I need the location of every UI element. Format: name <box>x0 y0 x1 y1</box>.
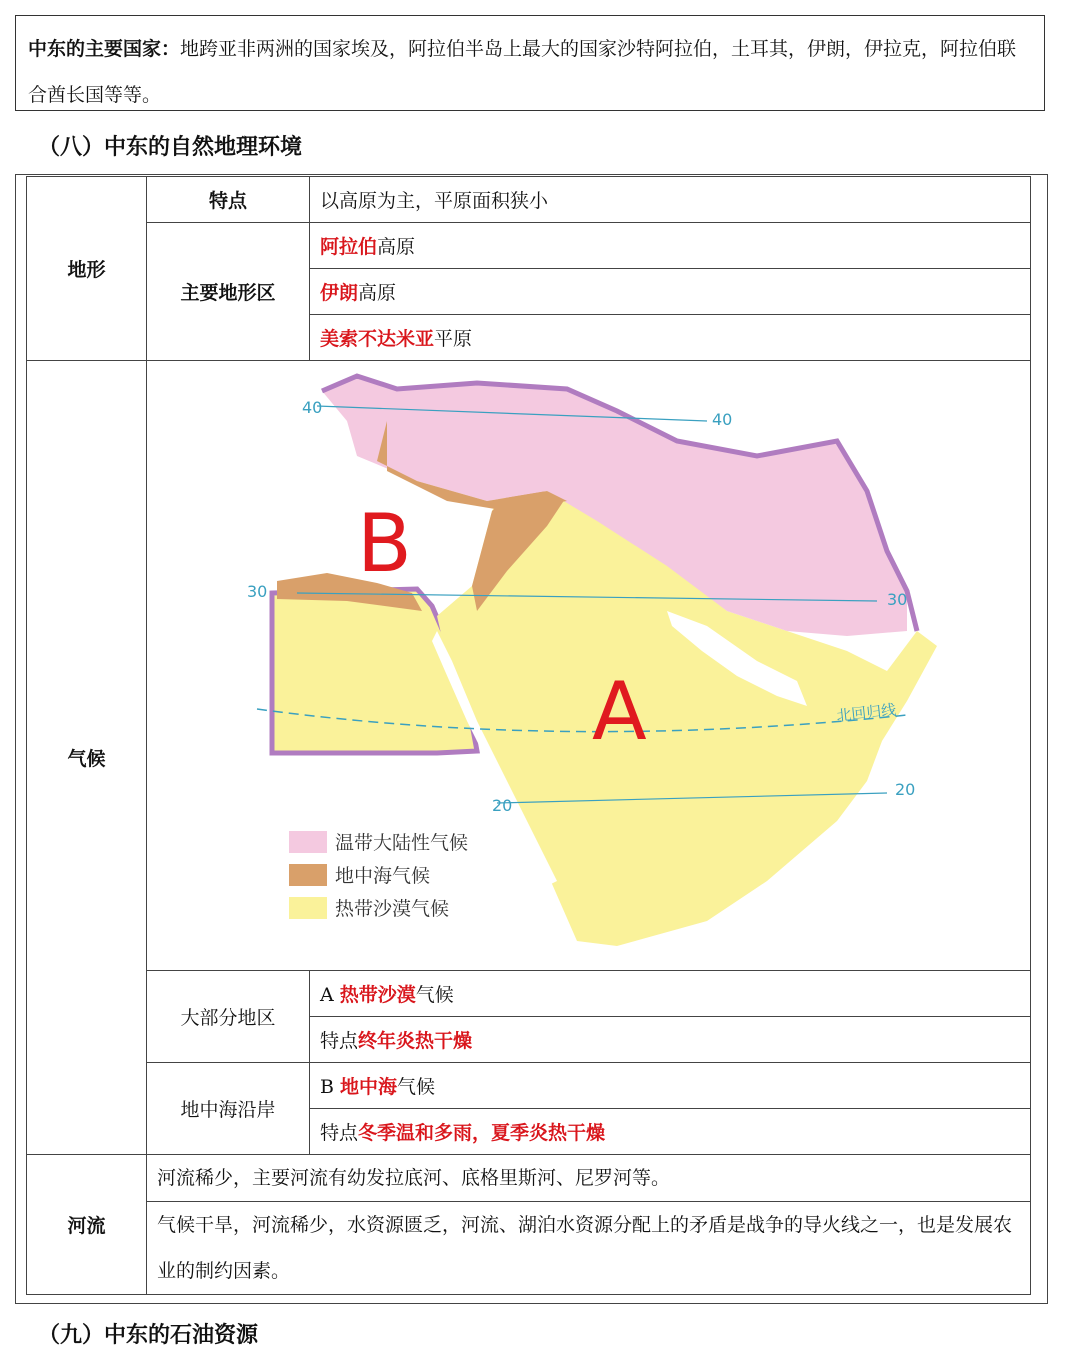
climate-most-line2: 特点终年炎热干燥 <box>310 1017 1031 1063</box>
section-heading-nine: （九）中东的石油资源 <box>38 1323 259 1348</box>
intro-box <box>15 15 1045 111</box>
lat-20-left: 20 <box>492 796 513 815</box>
terrain-feature-text: 以高原为主，平原面积狭小 <box>310 177 1031 223</box>
legend-label-desert: 热带沙漠气候 <box>335 898 450 920</box>
tropic-label: 北回归线 <box>835 700 898 725</box>
terrain-regions-label: 主要地形区 <box>147 223 310 361</box>
climate-map <box>147 361 1030 970</box>
lat-40-right: 40 <box>712 410 733 429</box>
lat-30-left: 30 <box>247 582 268 601</box>
legend-label-mediterranean: 地中海气候 <box>335 865 431 887</box>
terrain-header: 地形 <box>27 177 147 361</box>
legend-swatch-desert <box>289 897 327 919</box>
intro-text: 地跨亚非两洲的国家埃及，阿拉伯半岛上最大的国家沙特阿拉伯，土耳其，伊朗，伊拉克，阿拉伯联合酋长国等等。 <box>28 38 1017 106</box>
legend-swatch-mediterranean <box>289 864 327 886</box>
climate-med-label: 地中海沿岸 <box>147 1063 310 1155</box>
rivers-header: 河流 <box>27 1155 147 1295</box>
rivers-line2: 气候干旱，河流稀少，水资源匮乏，河流、湖泊水资源分配上的矛盾是战争的导火线之一，也是发展农业的制约因素。 <box>147 1202 1031 1295</box>
geography-table <box>26 176 1031 1295</box>
lat-20-right: 20 <box>895 780 916 799</box>
legend-swatch-temperate <box>289 831 327 853</box>
section-heading-eight: （八）中东的自然地理环境 <box>38 135 303 160</box>
legend-label-temperate: 温带大陆性气候 <box>335 832 469 854</box>
lat-40-left: 40 <box>302 398 323 417</box>
climate-most-line1: A 热带沙漠气候 <box>310 971 1031 1017</box>
climate-map-cell <box>147 361 1031 971</box>
lat-30-right: 30 <box>887 590 908 609</box>
climate-med-line2: 特点冬季温和多雨，夏季炎热干燥 <box>310 1109 1031 1155</box>
climate-most-label: 大部分地区 <box>147 971 310 1063</box>
terrain-feature-label: 特点 <box>147 177 310 223</box>
map-label-a: A <box>592 665 647 758</box>
map-label-b: B <box>357 497 412 590</box>
intro-label: 中东的主要国家： <box>28 38 181 60</box>
climate-med-line1: B 地中海气候 <box>310 1063 1031 1109</box>
terrain-region-row: 阿拉伯高原 <box>310 223 1031 269</box>
climate-header: 气候 <box>27 361 147 1155</box>
terrain-region-row: 伊朗高原 <box>310 269 1031 315</box>
rivers-line1: 河流稀少，主要河流有幼发拉底河、底格里斯河、尼罗河等。 <box>147 1155 1031 1202</box>
terrain-region-row: 美索不达米亚平原 <box>310 315 1031 361</box>
